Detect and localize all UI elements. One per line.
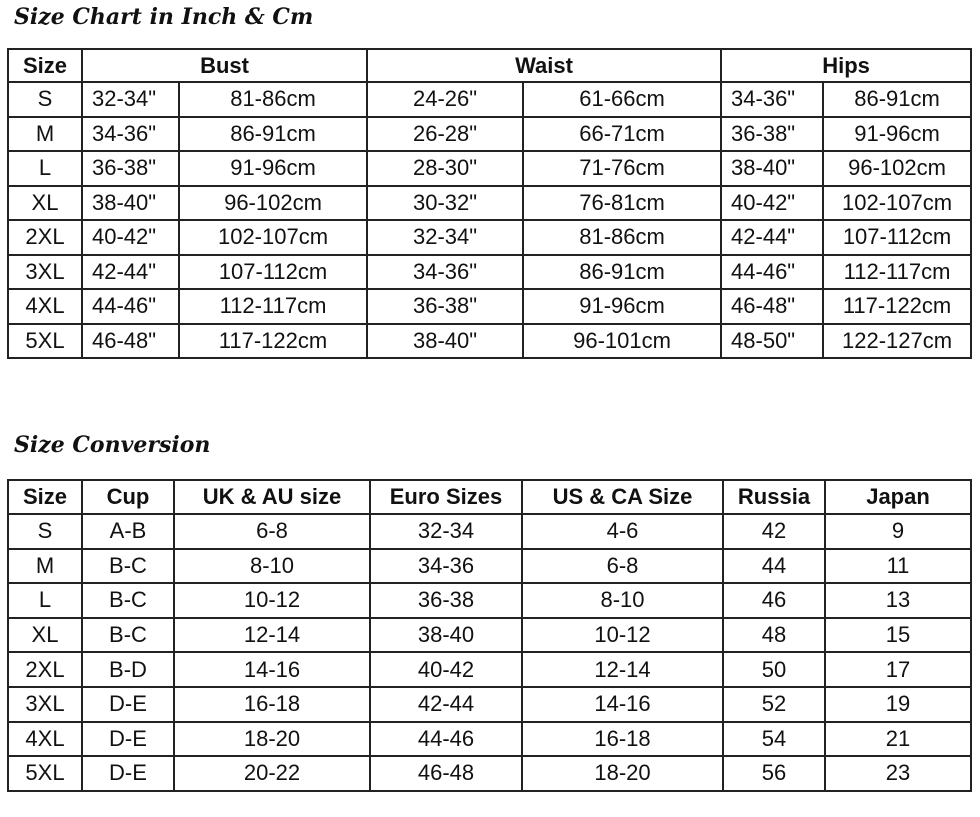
conv-cell-euro: 38-40 [370,618,522,653]
conv-cell-us-ca: 16-18 [522,722,723,757]
conv-cell-cup: B-C [82,549,174,584]
cell-bust-cm: 91-96cm [179,151,367,186]
conv-cell-japan: 13 [825,583,971,618]
cell-waist-cm: 76-81cm [523,186,721,221]
cell-hips-inch: 34-36" [721,82,823,117]
cell-waist-cm: 96-101cm [523,324,721,359]
cell-size: M [8,117,82,152]
conv-cell-cup: D-E [82,687,174,722]
conv-cell-cup: B-C [82,618,174,653]
conv-cell-us-ca: 14-16 [522,687,723,722]
size-chart-heading: Size Chart in Inch & Cm [14,4,314,30]
size-conversion-row [8,549,971,584]
cell-waist-inch: 34-36" [367,255,523,290]
conv-cell-euro: 42-44 [370,687,522,722]
conv-header-japan: Japan [825,480,971,514]
conv-cell-uk-au: 12-14 [174,618,370,653]
cell-hips-inch: 42-44" [721,220,823,255]
cell-bust-inch: 34-36" [82,117,179,152]
conv-cell-japan: 15 [825,618,971,653]
size-chart-header-row [8,49,971,82]
size-conversion-row [8,687,971,722]
conv-cell-size: 3XL [8,687,82,722]
cell-waist-cm: 61-66cm [523,82,721,117]
conv-header-us-ca: US & CA Size [522,480,723,514]
conv-header-cup: Cup [82,480,174,514]
header-bust: Bust [82,49,367,82]
size-conversion-row [8,514,971,549]
conv-cell-uk-au: 20-22 [174,756,370,791]
conv-cell-cup: B-D [82,652,174,687]
cell-bust-inch: 44-46" [82,289,179,324]
conv-cell-japan: 11 [825,549,971,584]
cell-hips-cm: 96-102cm [823,151,971,186]
conv-cell-uk-au: 16-18 [174,687,370,722]
cell-bust-cm: 96-102cm [179,186,367,221]
cell-hips-cm: 122-127cm [823,324,971,359]
cell-hips-cm: 117-122cm [823,289,971,324]
cell-bust-inch: 36-38" [82,151,179,186]
cell-hips-inch: 44-46" [721,255,823,290]
size-conversion-table [7,479,972,792]
cell-waist-cm: 71-76cm [523,151,721,186]
size-conversion-heading: Size Conversion [14,432,211,458]
cell-hips-inch: 46-48" [721,289,823,324]
conv-cell-russia: 54 [723,722,825,757]
conv-cell-japan: 23 [825,756,971,791]
cell-waist-inch: 26-28" [367,117,523,152]
size-conversion-row [8,583,971,618]
cell-waist-cm: 91-96cm [523,289,721,324]
conv-cell-size: XL [8,618,82,653]
conv-header-euro: Euro Sizes [370,480,522,514]
cell-hips-cm: 112-117cm [823,255,971,290]
conv-cell-size: 4XL [8,722,82,757]
size-chart-row [8,82,971,117]
conv-cell-uk-au: 14-16 [174,652,370,687]
size-chart-table [7,48,972,359]
cell-size: XL [8,186,82,221]
cell-size: 2XL [8,220,82,255]
size-chart-row [8,324,971,359]
cell-bust-inch: 40-42" [82,220,179,255]
cell-hips-cm: 107-112cm [823,220,971,255]
conv-header-size: Size [8,480,82,514]
size-chart-row [8,255,971,290]
cell-size: 5XL [8,324,82,359]
conv-cell-cup: D-E [82,756,174,791]
cell-bust-cm: 86-91cm [179,117,367,152]
conv-cell-us-ca: 12-14 [522,652,723,687]
conv-cell-japan: 19 [825,687,971,722]
cell-waist-inch: 28-30" [367,151,523,186]
conv-cell-russia: 50 [723,652,825,687]
cell-bust-inch: 38-40" [82,186,179,221]
conv-cell-size: S [8,514,82,549]
conv-cell-russia: 56 [723,756,825,791]
size-chart-row [8,117,971,152]
size-conversion-row [8,652,971,687]
cell-waist-inch: 36-38" [367,289,523,324]
cell-bust-cm: 81-86cm [179,82,367,117]
conv-cell-japan: 17 [825,652,971,687]
conv-cell-size: L [8,583,82,618]
conv-cell-cup: A-B [82,514,174,549]
size-chart-row [8,151,971,186]
size-conversion-header-row [8,480,971,514]
cell-bust-inch: 42-44" [82,255,179,290]
conv-cell-euro: 46-48 [370,756,522,791]
cell-hips-inch: 40-42" [721,186,823,221]
cell-size: L [8,151,82,186]
conv-cell-russia: 46 [723,583,825,618]
cell-bust-cm: 112-117cm [179,289,367,324]
cell-bust-inch: 46-48" [82,324,179,359]
conv-cell-uk-au: 18-20 [174,722,370,757]
conv-cell-uk-au: 6-8 [174,514,370,549]
conv-cell-us-ca: 6-8 [522,549,723,584]
cell-size: 3XL [8,255,82,290]
cell-waist-cm: 66-71cm [523,117,721,152]
conv-cell-size: 2XL [8,652,82,687]
conv-cell-japan: 9 [825,514,971,549]
conv-cell-size: M [8,549,82,584]
cell-hips-inch: 36-38" [721,117,823,152]
conv-cell-russia: 42 [723,514,825,549]
conv-cell-euro: 32-34 [370,514,522,549]
conv-cell-uk-au: 8-10 [174,549,370,584]
size-conversion-row [8,756,971,791]
conv-cell-cup: B-C [82,583,174,618]
conv-cell-russia: 52 [723,687,825,722]
conv-cell-uk-au: 10-12 [174,583,370,618]
size-chart-row [8,220,971,255]
cell-bust-inch: 32-34" [82,82,179,117]
cell-hips-inch: 38-40" [721,151,823,186]
header-waist: Waist [367,49,721,82]
conv-cell-euro: 34-36 [370,549,522,584]
conv-cell-japan: 21 [825,722,971,757]
cell-size: S [8,82,82,117]
size-conversion-row [8,618,971,653]
cell-bust-cm: 107-112cm [179,255,367,290]
conv-cell-us-ca: 8-10 [522,583,723,618]
conv-cell-cup: D-E [82,722,174,757]
cell-bust-cm: 102-107cm [179,220,367,255]
conv-cell-us-ca: 4-6 [522,514,723,549]
conv-header-russia: Russia [723,480,825,514]
cell-bust-cm: 117-122cm [179,324,367,359]
cell-hips-cm: 91-96cm [823,117,971,152]
size-chart-row [8,289,971,324]
cell-waist-inch: 32-34" [367,220,523,255]
conv-cell-us-ca: 18-20 [522,756,723,791]
size-chart-row [8,186,971,221]
conv-cell-euro: 36-38 [370,583,522,618]
header-hips: Hips [721,49,971,82]
conv-header-uk-au: UK & AU size [174,480,370,514]
conv-cell-russia: 48 [723,618,825,653]
header-size: Size [8,49,82,82]
conv-cell-russia: 44 [723,549,825,584]
cell-hips-inch: 48-50" [721,324,823,359]
size-conversion-row [8,722,971,757]
cell-hips-cm: 102-107cm [823,186,971,221]
cell-waist-inch: 24-26" [367,82,523,117]
conv-cell-us-ca: 10-12 [522,618,723,653]
cell-waist-inch: 38-40" [367,324,523,359]
cell-waist-cm: 81-86cm [523,220,721,255]
cell-hips-cm: 86-91cm [823,82,971,117]
conv-cell-size: 5XL [8,756,82,791]
cell-waist-cm: 86-91cm [523,255,721,290]
cell-size: 4XL [8,289,82,324]
conv-cell-euro: 40-42 [370,652,522,687]
cell-waist-inch: 30-32" [367,186,523,221]
conv-cell-euro: 44-46 [370,722,522,757]
